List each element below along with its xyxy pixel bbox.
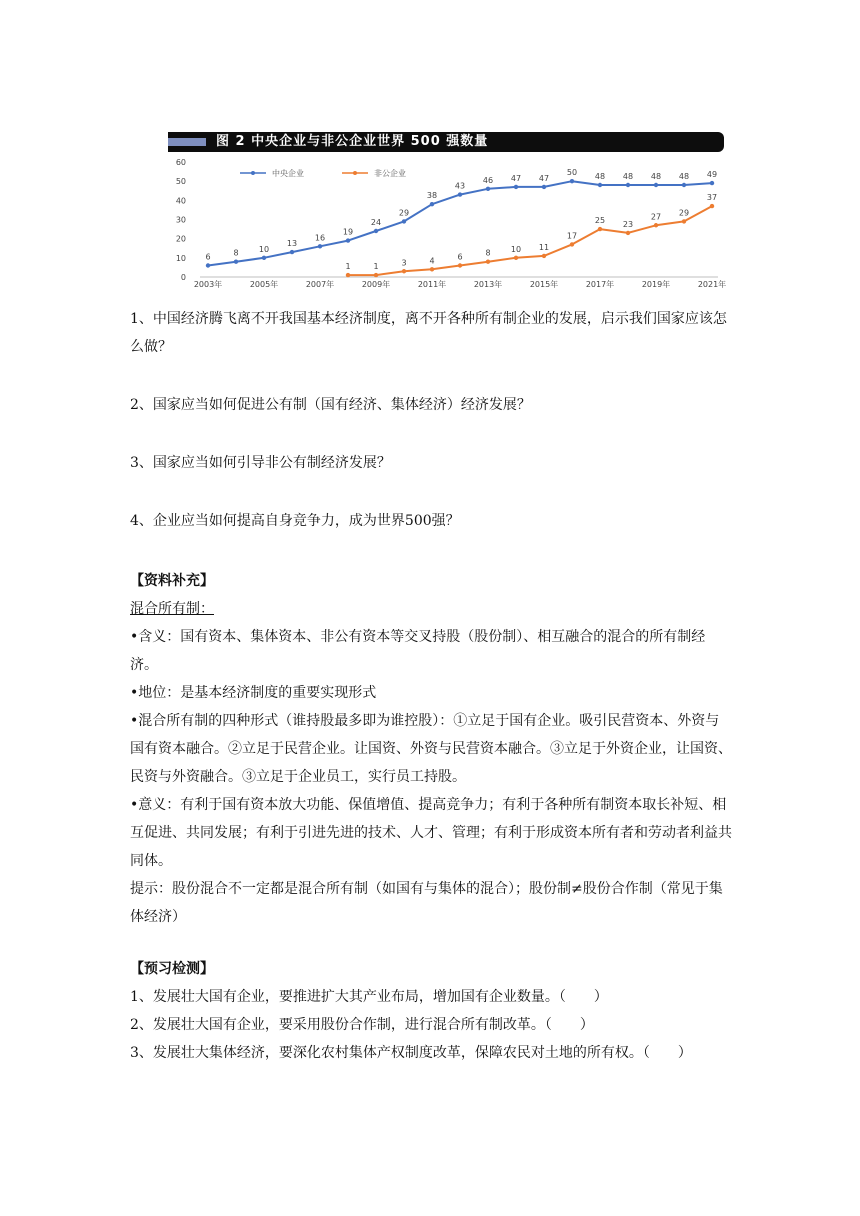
x-tick-label: 2021年 — [697, 280, 726, 289]
data-label: 48 — [622, 172, 634, 181]
data-label: 48 — [678, 172, 690, 181]
data-label: 47 — [538, 173, 550, 183]
legend-marker — [353, 171, 357, 175]
y-tick-label: 50 — [175, 177, 186, 187]
data-label: 38 — [426, 191, 438, 201]
x-tick-label: 2013年 — [473, 280, 503, 289]
y-tick-label: 0 — [180, 273, 186, 282]
legend-label: 非公企业 — [374, 169, 406, 178]
data-label: 29 — [678, 208, 690, 218]
data-label: 29 — [398, 208, 410, 218]
data-label: 43 — [454, 181, 466, 191]
data-label: 6 — [205, 252, 211, 262]
data-label: 47 — [510, 173, 522, 183]
data-label: 6 — [457, 252, 463, 262]
data-label: 25 — [594, 216, 606, 226]
data-point — [458, 263, 462, 267]
y-tick-label: 10 — [175, 253, 186, 263]
data-point — [626, 183, 630, 187]
y-tick-label: 40 — [175, 196, 186, 206]
data-label: 1 — [345, 262, 351, 272]
preview-item-1: 1、发展壮大国有企业，要推进扩大其产业布局，增加国有企业数量。（ ） — [130, 989, 608, 1005]
x-tick-label: 2017年 — [585, 280, 615, 289]
legend-label: 中央企业 — [272, 169, 304, 178]
data-point — [542, 254, 546, 258]
x-tick-label: 2005年 — [249, 280, 279, 289]
data-label: 4 — [429, 256, 435, 266]
legend-marker — [251, 171, 255, 175]
data-point — [682, 219, 686, 223]
data-point — [290, 250, 294, 254]
data-label: 46 — [482, 175, 494, 185]
data-label: 48 — [650, 172, 662, 181]
data-label: 19 — [342, 227, 354, 237]
preview-heading: 【预习检测】 — [130, 961, 214, 977]
question-1: 1、中国经济腾飞离不开我国基本经济制度，离不开各种所有制企业的发展，启示我们国家应该怎么做？ — [130, 311, 727, 355]
x-tick-label: 2019年 — [641, 280, 671, 289]
data-point — [598, 227, 602, 231]
data-point — [346, 238, 350, 242]
data-point — [654, 223, 658, 227]
document-body — [130, 305, 732, 1067]
data-point — [654, 183, 658, 187]
data-point — [626, 231, 630, 235]
data-label: 16 — [314, 233, 326, 243]
data-point — [430, 202, 434, 206]
data-point — [542, 185, 546, 189]
data-point — [346, 273, 350, 277]
data-label: 8 — [233, 248, 239, 258]
question-4: 4、企业应当如何提高自身竞争力，成为世界500强？ — [130, 513, 460, 529]
data-label: 17 — [566, 231, 578, 241]
section-gap — [130, 931, 732, 955]
supplement-point-forms: •混合所有制的四种形式（谁持股最多即为谁控股）：①立足于国有企业。吸引民营资本、外资与国有资本融合。②立足于民营企业。让国资、外资与民营资本融合。③立足于外资企业，让国资、民资与外资融合。③立足于企业员工，实行员工持股。 — [130, 713, 732, 785]
chart-title: 图 2 中央企业与非公企业世界 500 强数量 — [216, 134, 489, 149]
data-label: 49 — [706, 170, 718, 180]
data-point — [486, 187, 490, 191]
data-point — [710, 204, 714, 208]
supplement-point-status: •地位：是基本经济制度的重要实现形式 — [130, 685, 377, 701]
x-tick-label: 2003年 — [193, 280, 223, 289]
data-label: 10 — [258, 244, 270, 254]
chart-figure — [168, 132, 726, 292]
data-point — [598, 183, 602, 187]
data-point — [682, 183, 686, 187]
supplement-heading: 【资料补充】 — [130, 573, 214, 589]
data-point — [206, 263, 210, 267]
supplement-point-meaning: •含义：国有资本、集体资本、非公有资本等交叉持股（股份制）、相互融合的混合的所有制经济。 — [130, 629, 706, 673]
data-label: 13 — [286, 239, 298, 249]
data-point — [318, 244, 322, 248]
data-point — [710, 181, 714, 185]
data-label: 24 — [370, 218, 382, 227]
supplement-point-significance: •意义：有利于国有资本放大功能、保值增值、提高竞争力；有利于各种所有制资本取长补短、相互促进、共同发展；有利于引进先进的技术、人才、管理；有利于形成资本所有者和劳动者利益共同体。 — [130, 797, 732, 869]
line-chart — [168, 132, 726, 292]
data-label: 50 — [566, 168, 578, 178]
x-tick-label: 2015年 — [529, 280, 559, 289]
data-point — [570, 242, 574, 246]
x-tick-label: 2007年 — [305, 280, 335, 289]
data-point — [402, 219, 406, 223]
preview-item-3: 3、发展壮大集体经济，要深化农村集体产权制度改革，保障农民对土地的所有权。（ ） — [130, 1045, 692, 1061]
data-point — [402, 269, 406, 273]
data-point — [514, 185, 518, 189]
data-label: 37 — [706, 193, 718, 203]
x-tick-label: 2009年 — [361, 280, 391, 289]
data-point — [234, 259, 238, 263]
y-tick-label: 60 — [175, 158, 186, 167]
data-label: 27 — [650, 212, 662, 222]
y-tick-label: 30 — [175, 215, 186, 225]
data-point — [374, 229, 378, 233]
data-label: 10 — [510, 244, 522, 254]
data-point — [486, 259, 490, 263]
data-label: 48 — [594, 172, 606, 181]
x-tick-label: 2011年 — [417, 280, 447, 289]
data-label: 8 — [485, 248, 491, 258]
data-label: 11 — [538, 242, 550, 252]
supplement-tip: 提示：股份混合不一定都是混合所有制（如国有与集体的混合）；股份制≠股份合作制（常见于集体经济） — [130, 881, 723, 925]
data-point — [570, 179, 574, 183]
question-2: 2、国家应当如何促进公有制（国有经济、集体经济）经济发展？ — [130, 397, 531, 413]
supplement-subheading: 混合所有制： — [130, 601, 214, 617]
data-label: 3 — [401, 258, 407, 268]
data-point — [374, 273, 378, 277]
y-tick-label: 20 — [175, 234, 186, 244]
data-point — [458, 192, 462, 196]
data-point — [430, 267, 434, 271]
data-label: 23 — [622, 219, 634, 229]
data-label: 1 — [373, 262, 379, 272]
data-point — [262, 256, 266, 260]
preview-item-2: 2、发展壮大国有企业，要采用股份合作制，进行混合所有制改革。（ ） — [130, 1017, 594, 1033]
data-point — [514, 256, 518, 260]
question-3: 3、国家应当如何引导非公有制经济发展？ — [130, 455, 391, 471]
